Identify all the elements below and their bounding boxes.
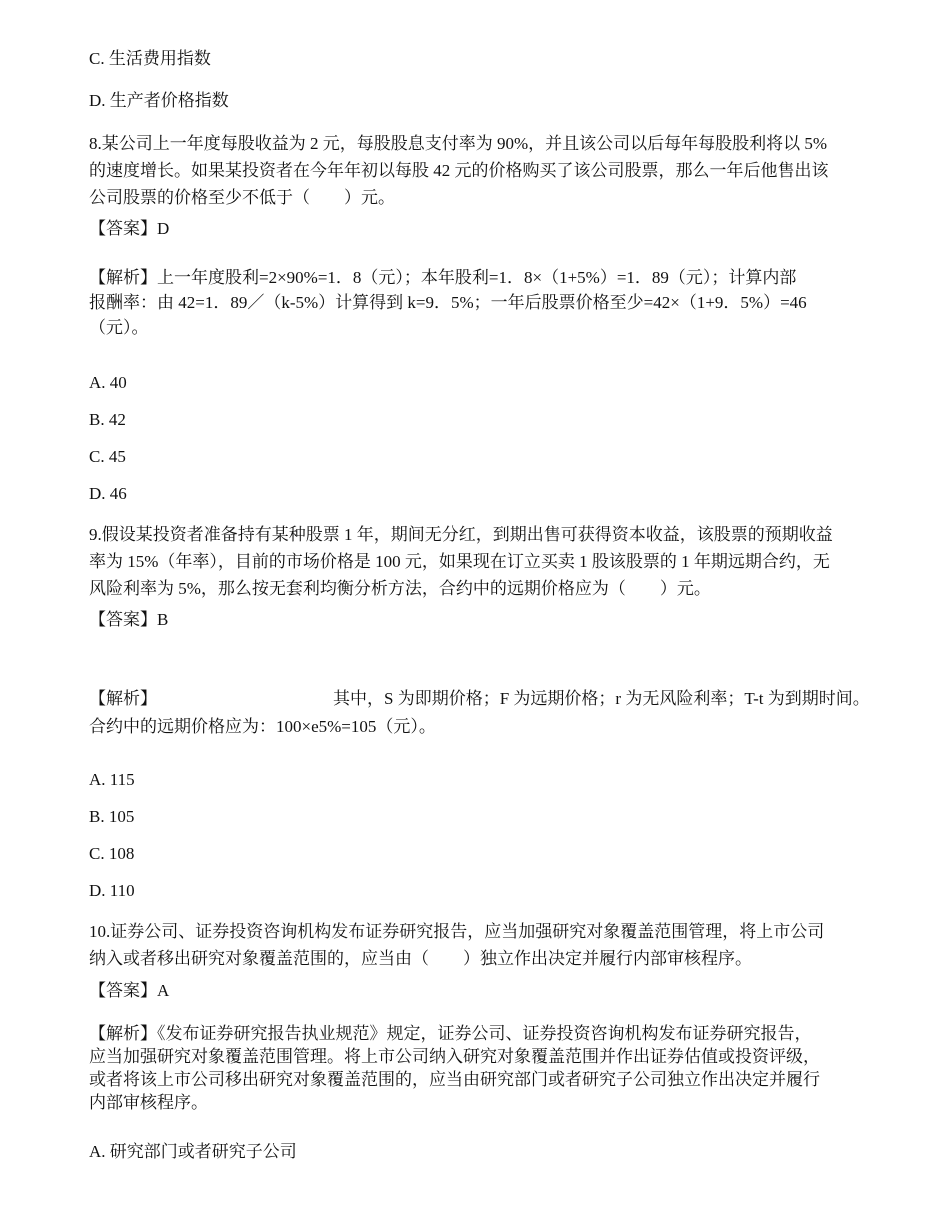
q8-option-a: A. 40 — [89, 373, 127, 392]
q9-answer: 【答案】B — [89, 610, 169, 629]
q10-analysis — [89, 1022, 909, 1114]
q8-analysis-line: 报酬率：由 42=1．89／（k-5%）计算得到 k=9．5%；一年后股票价格至少=42×（1+9．5%）=46 — [89, 293, 807, 312]
q9-analysis-text: 其中，S 为即期价格；F 为远期价格；r 为无风险利率；T-t 为到期时间。 — [333, 689, 870, 708]
q10-stem — [89, 918, 909, 972]
q8-analysis-line: 【解析】上一年度股利=2×90%=1．8（元）；本年股利=1．8×（1+5%）=1．89（元）；计算内部 — [89, 268, 797, 287]
q10-analysis-line: 应当加强研究对象覆盖范围管理。将上市公司纳入研究对象覆盖范围并作出证券估值或投资评级， — [89, 1047, 820, 1066]
q8-option-b: B. 42 — [89, 410, 126, 429]
q8-analysis-line: （元）。 — [89, 318, 149, 337]
q7-option-c: C. 生活费用指数 — [89, 49, 211, 68]
q9-option-a: A. 115 — [89, 770, 135, 789]
q9-option-d: D. 110 — [89, 881, 135, 900]
q10-option-a: A. 研究部门或者研究子公司 — [89, 1142, 297, 1161]
q9-stem-line: 风险利率为 5%，那么按无套利均衡分析方法，合约中的远期价格应为（ ）元。 — [89, 579, 711, 598]
q10-analysis-line: 【解析】《发布证券研究报告执业规范》规定，证券公司、证券投资咨询机构发布证券研究报告， — [89, 1024, 812, 1043]
q10-stem-line: 纳入或者移出研究对象覆盖范围的，应当由（ ）独立作出决定并履行内部审核程序。 — [89, 949, 752, 968]
q10-stem-line: 10.证券公司、证券投资咨询机构发布证券研究报告，应当加强研究对象覆盖范围管理，将上市公司 — [89, 922, 825, 941]
q10-analysis-line: 内部审核程序。 — [89, 1093, 208, 1112]
q9-analysis-label: 【解析】 — [89, 689, 157, 708]
q9-stem-line: 率为 15%（年率），目前的市场价格是 100 元，如果现在订立买卖 1 股该股票的 1 年期远期合约，无 — [89, 552, 830, 571]
q9-option-c: C. 108 — [89, 844, 135, 863]
q9-stem-line: 9.假设某投资者准备持有某种股票 1 年，期间无分红，到期出售可获得资本收益，该股票的预期收益 — [89, 525, 833, 544]
q9-analysis-line-2: 合约中的远期价格应为：100×e5%=105（元）。 — [89, 717, 436, 736]
q9-option-b: B. 105 — [89, 807, 135, 826]
q8-stem — [89, 130, 909, 211]
q7-option-d: D. 生产者价格指数 — [89, 91, 229, 110]
q8-stem-line: 的速度增长。如果某投资者在今年年初以每股 42 元的价格购买了该公司股票，那么一年后他售出该 — [89, 161, 829, 180]
q8-stem-line: 公司股票的价格至少不低于（ ）元。 — [89, 188, 395, 207]
q10-answer: 【答案】A — [89, 981, 170, 1000]
q8-stem-line: 8.某公司上一年度每股收益为 2 元，每股股息支付率为 90%，并且该公司以后每年每股股利将以 5% — [89, 134, 828, 153]
q8-answer: 【答案】D — [89, 219, 170, 238]
q8-option-c: C. 45 — [89, 447, 126, 466]
q8-analysis — [89, 265, 909, 340]
q9-stem — [89, 521, 909, 602]
q10-analysis-line: 或者将该上市公司移出研究对象覆盖范围的，应当由研究部门或者研究子公司独立作出决定并履行 — [89, 1070, 820, 1089]
q9-analysis-line-1 — [89, 688, 870, 710]
q8-option-d: D. 46 — [89, 484, 127, 503]
